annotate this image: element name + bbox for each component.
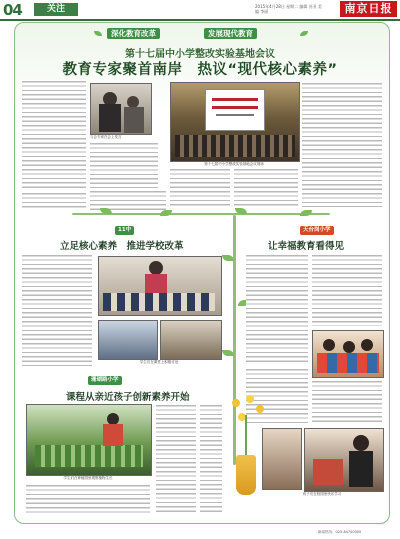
story-2-headline[interactable]: 让幸福教育看得见 <box>268 241 345 252</box>
flower-decoration <box>228 395 268 455</box>
lead-body-column-4 <box>234 168 298 208</box>
children-clothes <box>317 353 379 373</box>
lead-headline-text: 教育专家聚首南岸 热议“现代核心素养” <box>62 62 338 78</box>
projection-screen <box>205 89 265 131</box>
person-icon <box>361 339 373 351</box>
story-2-photo-3[interactable] <box>304 428 384 492</box>
garden-plants <box>35 445 143 467</box>
flower-icon <box>232 399 240 407</box>
slide-line <box>212 98 258 101</box>
lead-body-column-2 <box>90 142 158 188</box>
flower-icon <box>256 405 264 413</box>
person-icon <box>353 435 369 451</box>
story-3-body-1 <box>26 484 150 514</box>
page-header <box>0 0 400 21</box>
masthead-logo[interactable] <box>340 1 397 17</box>
lead-body-column-2b <box>90 190 166 210</box>
story-2-school-label: 天台岗小学 <box>300 226 334 235</box>
lead-body-column-5 <box>302 82 382 207</box>
person-icon <box>149 261 163 275</box>
lead-photo-conference[interactable] <box>170 82 300 162</box>
lead-body-column-1b <box>22 192 86 210</box>
masthead-title: 南京日报 <box>344 2 393 15</box>
story-3-photo[interactable] <box>26 404 152 476</box>
story-2-photo[interactable] <box>312 330 384 378</box>
lead-headline[interactable] <box>0 58 400 79</box>
person-icon <box>323 339 335 351</box>
lead-body-column-1 <box>22 80 86 188</box>
page-number: 04 <box>3 1 22 19</box>
person-icon <box>349 451 373 487</box>
story-2-body-2 <box>312 254 382 326</box>
story-1-body <box>22 254 92 366</box>
slide-line <box>212 106 258 109</box>
story-1-caption: 学生们在课堂上积极讨论 <box>139 360 179 364</box>
flower-stem <box>245 415 247 455</box>
story-3-headline[interactable]: 课程从亲近孩子创新素养开始 <box>66 392 190 403</box>
lead-photo-caption-1: 与会专家在会上发言 <box>90 135 122 139</box>
person-icon <box>103 424 123 446</box>
banner-tag-right: 发展现代教育 <box>204 28 257 39</box>
story-1-photo[interactable] <box>98 256 222 316</box>
story-2-body-4 <box>312 380 382 424</box>
story-1-photo-2[interactable] <box>98 320 158 360</box>
slide-line <box>216 114 254 116</box>
flower-icon <box>246 395 254 403</box>
story-2-body-1 <box>246 254 308 364</box>
story-2-photo-2[interactable] <box>262 428 302 490</box>
story-1-school-label: 11中 <box>115 226 134 235</box>
person-icon <box>343 341 355 353</box>
story-3-school-label: 珊瑚路小学 <box>88 376 122 385</box>
child-figure <box>313 459 343 485</box>
story-1-photo-3[interactable] <box>160 320 222 360</box>
lead-body-column-3 <box>170 168 230 208</box>
footer-hotline: 新闻热线：025-84700000 <box>318 530 362 534</box>
story-1-headline[interactable]: 立足核心素养 推进学校改革 <box>60 241 184 252</box>
lead-kicker: 第十七届中小学整改实验基地会议 <box>125 49 275 60</box>
banner-tag-left: 深化教育改革 <box>107 28 160 39</box>
section-label[interactable] <box>34 3 78 16</box>
lead-photo-speakers[interactable] <box>90 83 152 135</box>
lead-photo-caption-2: 第十七届中小学整改实验基地会议现场 <box>204 162 264 166</box>
story-3-body-3 <box>200 404 222 514</box>
students-rows <box>103 293 215 311</box>
story-3-caption: 学生们在种植园里观察植物生长 <box>63 476 113 480</box>
section-name: 关注 <box>46 4 65 14</box>
issue-meta: 2015年4月28日 星期二 编辑 苏亚 美编 李丽 <box>255 4 322 14</box>
person-icon <box>99 104 121 132</box>
boot-pot-icon <box>236 455 256 495</box>
story-2-caption: 孩子们在校园里快乐学习 <box>302 492 342 496</box>
person-icon <box>124 107 144 133</box>
story-3-body-2 <box>156 404 196 514</box>
audience-rows <box>175 135 295 157</box>
